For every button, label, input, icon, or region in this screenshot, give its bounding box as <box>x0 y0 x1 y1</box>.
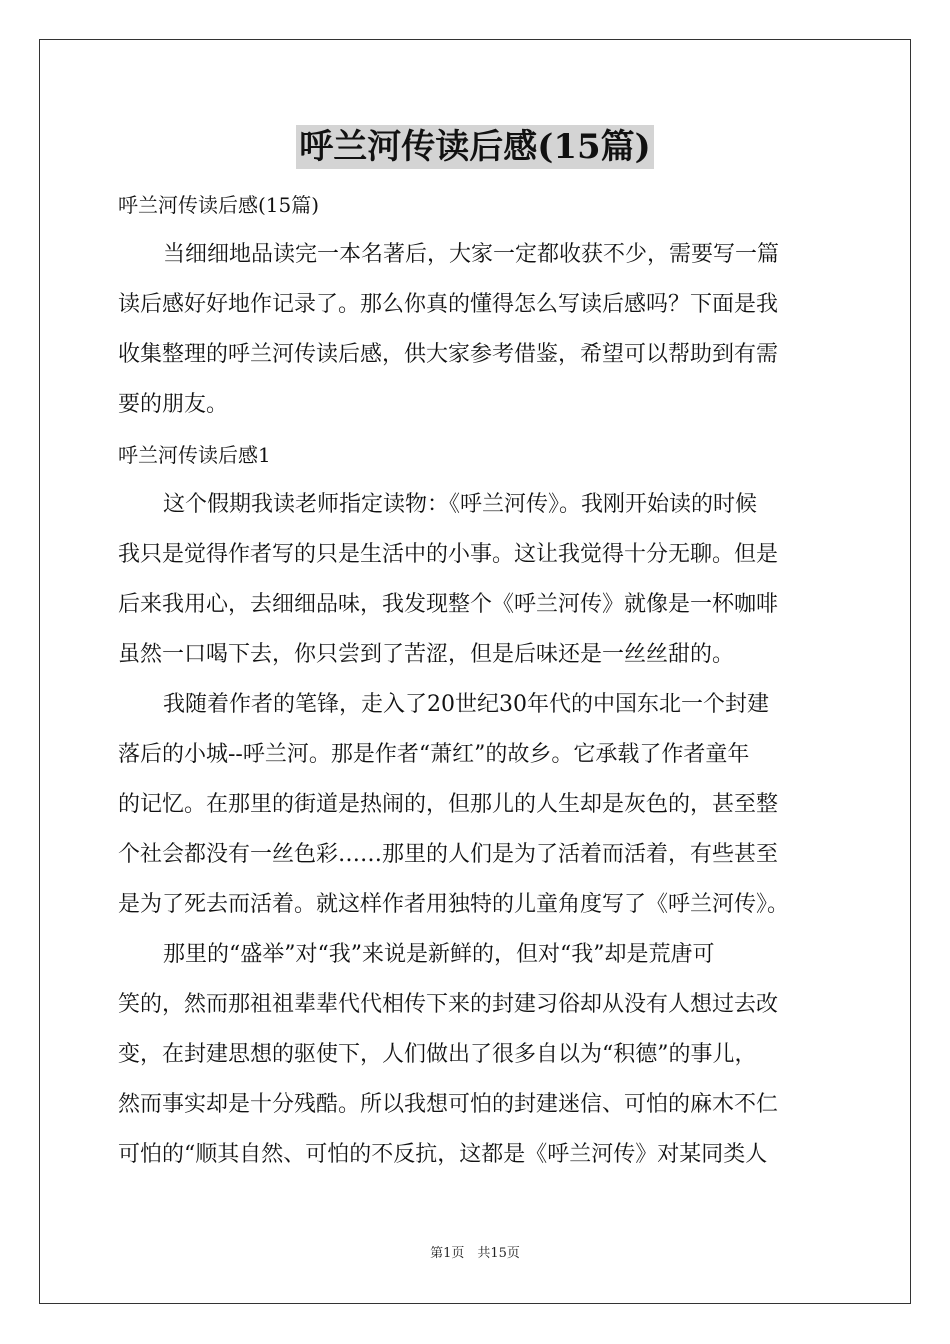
section-heading: 呼兰河传读后感1 <box>118 443 271 467</box>
paragraph-line: 然而事实却是十分残酷。所以我想可怕的封建迷信、可怕的麻木不仁 <box>118 1092 779 1117</box>
title-area <box>0 125 950 169</box>
paragraph-line: 这个假期我读老师指定读物：《呼兰河传》。我刚开始读的时候 <box>163 492 758 517</box>
paragraph-line: 是为了死去而活着。就这样作者用独特的儿童角度写了《呼兰河传》。 <box>118 892 790 917</box>
paragraph-line: 变，在封建思想的驱使下，人们做出了很多自以为“积德”的事儿， <box>118 1042 757 1067</box>
subtitle-line: 呼兰河传读后感(15篇) <box>118 193 320 217</box>
paragraph-line: 要的朋友。 <box>118 392 229 417</box>
document-body <box>118 180 840 1180</box>
document-title: 呼兰河传读后感(15篇) <box>296 125 654 169</box>
paragraph-line: 后来我用心，去细细品味，我发现整个《呼兰河传》就像是一杯咖啡 <box>118 592 779 617</box>
paragraph-line: 那里的“盛举”对“我”来说是新鲜的，但对“我”却是荒唐可 <box>163 942 715 967</box>
paragraph-line: 我只是觉得作者写的只是生活中的小事。这让我觉得十分无聊。但是 <box>118 542 779 567</box>
paragraph-line: 读后感好好地作记录了。那么你真的懂得怎么写读后感吗？下面是我 <box>118 292 779 317</box>
paragraph-line: 笑的，然而那祖祖辈辈代代相传下来的封建习俗却从没有人想过去改 <box>118 992 779 1017</box>
paragraph-line: 落后的小城--呼兰河。那是作者“萧红”的故乡。它承载了作者童年 <box>118 742 750 767</box>
page-number-footer: 第1页 共15页 <box>430 1246 520 1261</box>
paragraph-line: 可怕的“顺其自然、可怕的不反抗，这都是《呼兰河传》对某同类人 <box>118 1142 768 1167</box>
paragraph-line: 个社会都没有一丝色彩……那里的人们是为了活着而活着，有些甚至 <box>118 842 779 867</box>
paragraph-line: 的记忆。在那里的街道是热闹的，但那儿的人生却是灰色的，甚至整 <box>118 792 779 817</box>
paragraph-line: 我随着作者的笔锋，走入了20世纪30年代的中国东北一个封建 <box>163 692 769 717</box>
paragraph-line: 收集整理的呼兰河传读后感，供大家参考借鉴，希望可以帮助到有需 <box>118 342 779 367</box>
paragraph-line: 虽然一口喝下去，你只尝到了苦涩，但是后味还是一丝丝甜的。 <box>118 642 735 667</box>
paragraph-line: 当细细地品读完一本名著后，大家一定都收获不少，需要写一篇 <box>163 242 780 267</box>
